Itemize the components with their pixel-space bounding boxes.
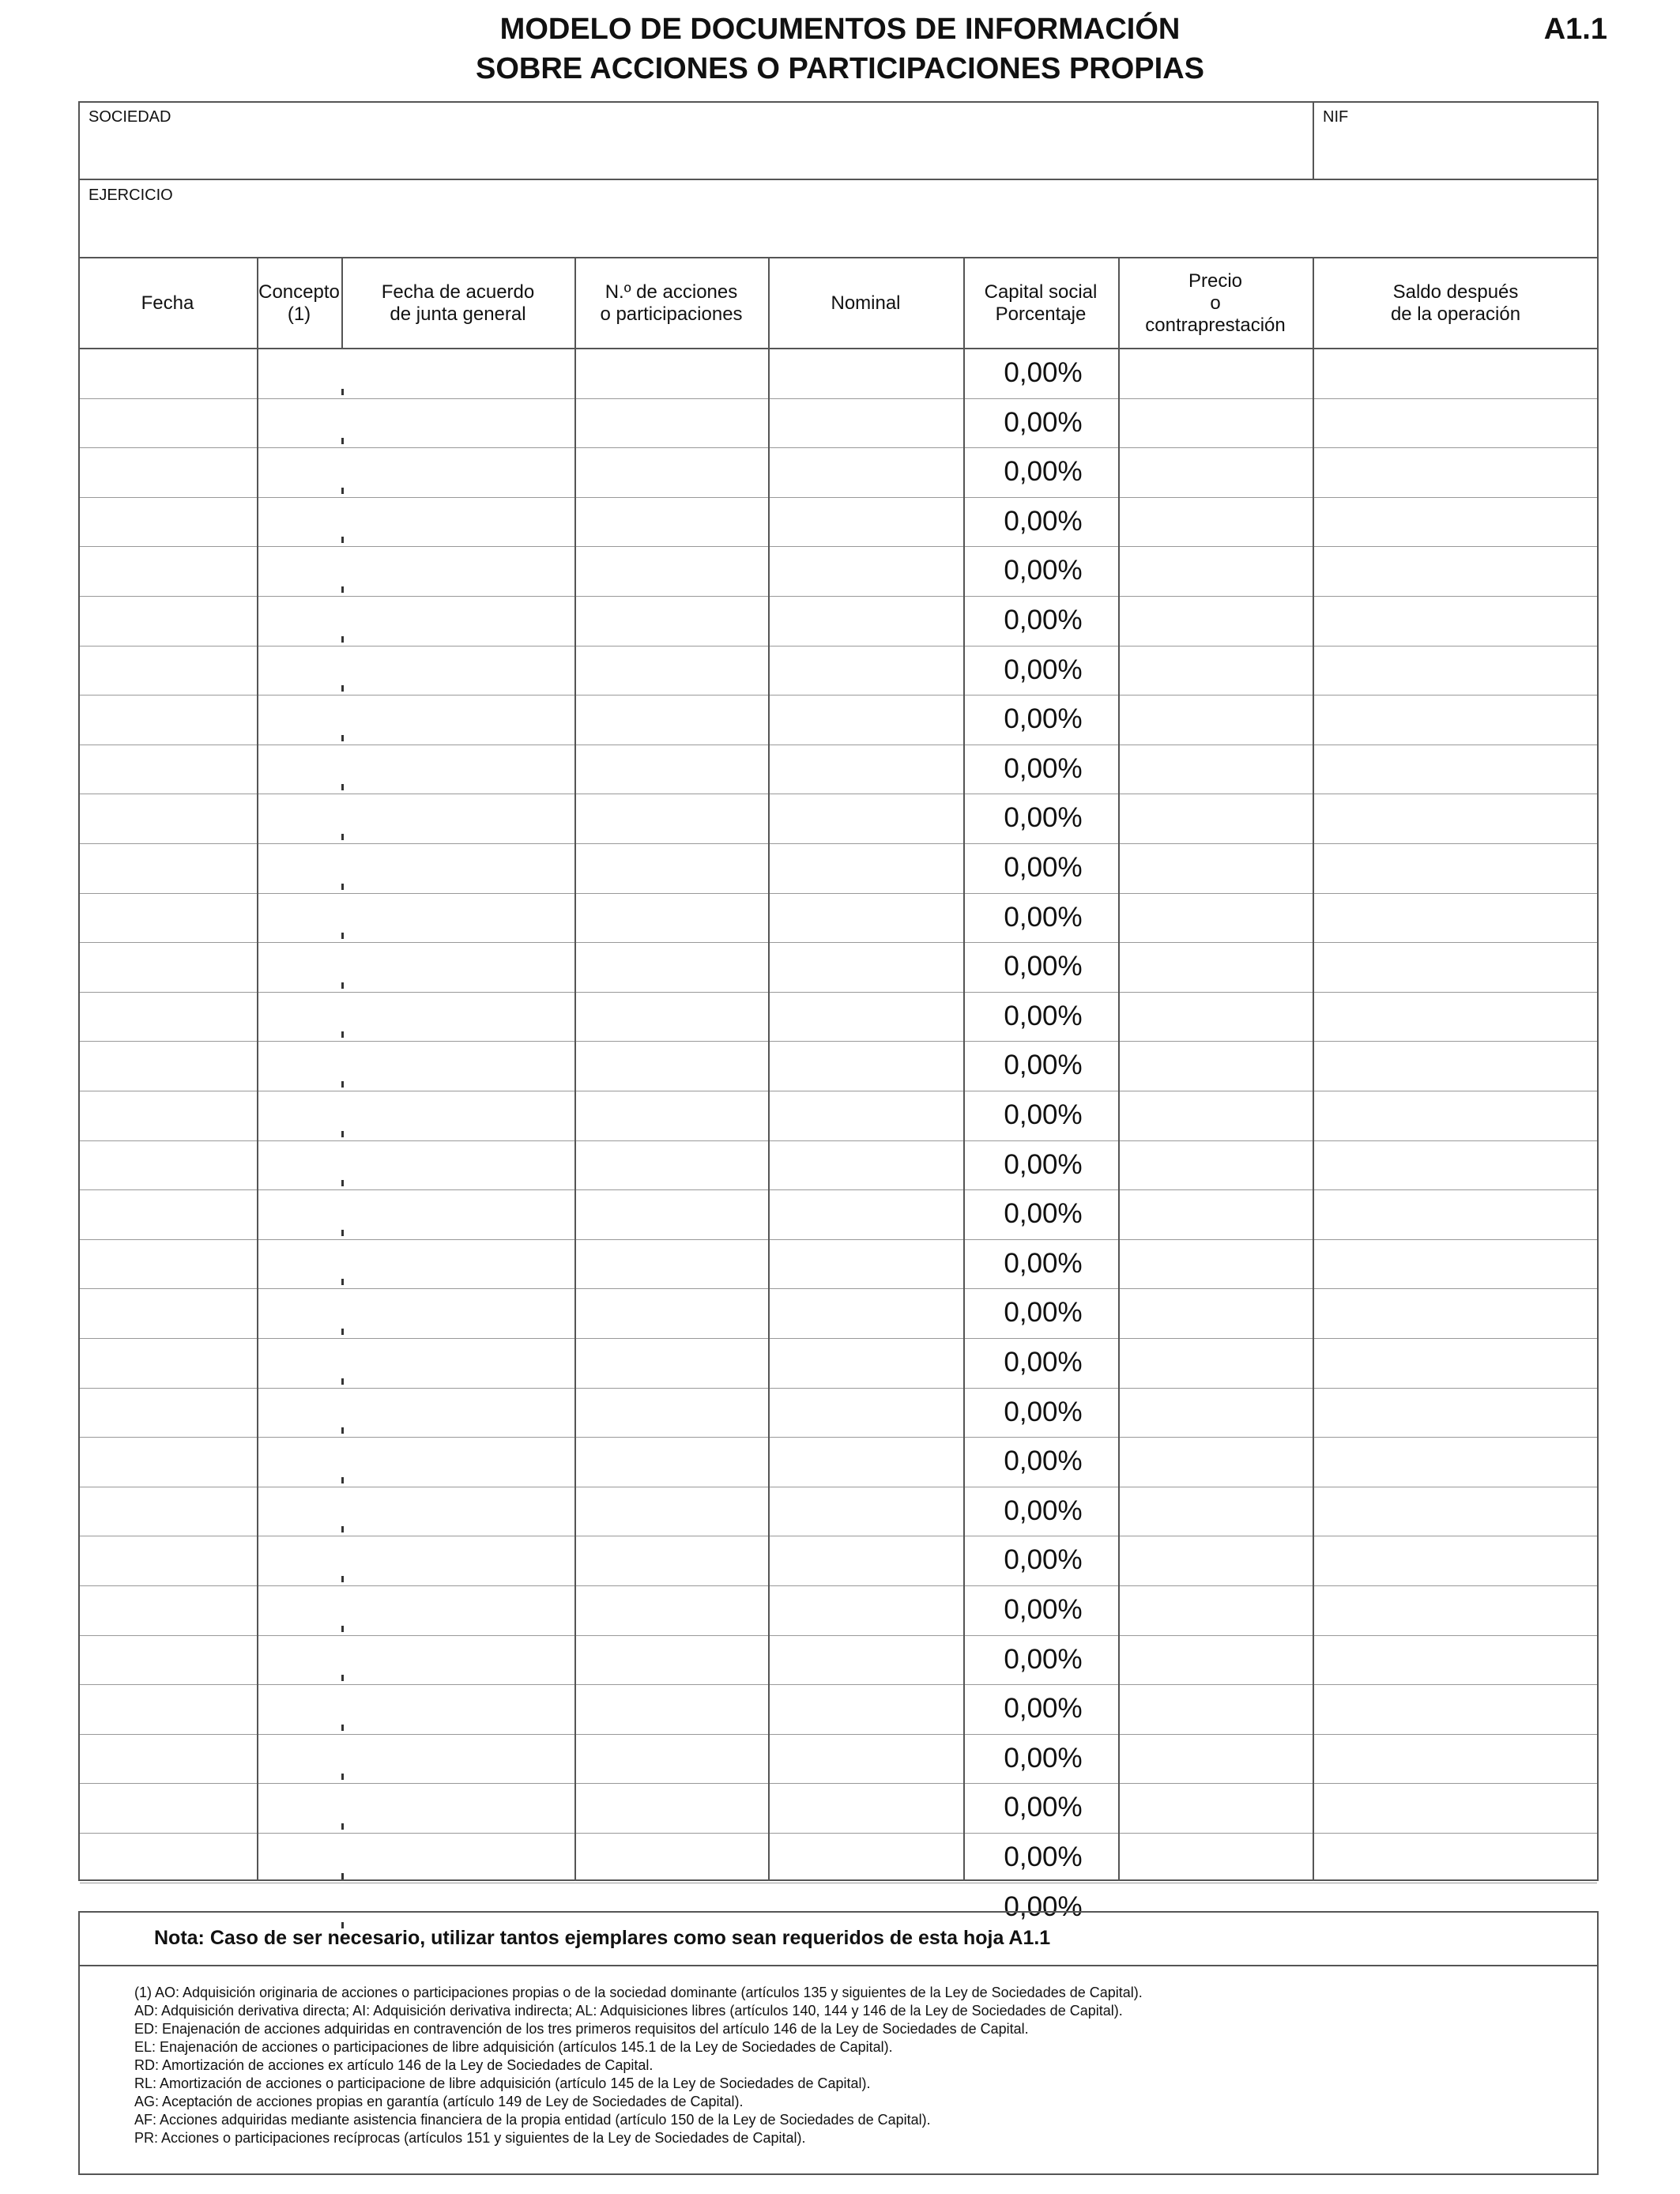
- row-divider: [80, 1288, 1597, 1289]
- capital-percentage[interactable]: 0,00%: [1004, 1149, 1083, 1180]
- column-line: [574, 257, 576, 1880]
- row-divider: [80, 546, 1597, 547]
- column-header-text: [258, 281, 340, 326]
- tick-mark: [341, 1329, 344, 1335]
- tick-mark: [341, 1675, 344, 1681]
- form-frame: [78, 101, 1599, 1881]
- tick-mark: [341, 1774, 344, 1780]
- column-header-line: N.º de acciones: [605, 281, 738, 303]
- column-header-text: [831, 292, 900, 315]
- column-header-line: Fecha: [141, 292, 194, 314]
- capital-percentage[interactable]: 0,00%: [1004, 1743, 1083, 1774]
- tick-mark: [341, 389, 344, 395]
- footnote-line: AF: Acciones adquiridas mediante asistencia financiera de la propia entidad (artículo 150 de la Ley de Sociedades de Capital).: [134, 2112, 931, 2128]
- row-divider: [80, 1585, 1597, 1586]
- row-divider: [80, 1041, 1597, 1042]
- row-divider: [80, 497, 1597, 498]
- footnote-line: RL: Amortización de acciones o participacione de libre adquisición (artículo 145 de la Ley de Sociedades de Capital).: [134, 2075, 871, 2091]
- column-header-line: de junta general: [390, 303, 526, 325]
- column-line: [341, 257, 343, 349]
- footnote-line: ED: Enajenación de acciones adquiridas en contravención de los tres primeros requisitos del artículo 146 de la Ley de Sociedades de Capital.: [134, 2021, 1029, 2037]
- tick-mark: [341, 933, 344, 939]
- column-header-text: [1145, 270, 1285, 337]
- title-line-1: MODELO DE DOCUMENTOS DE INFORMACIÓN: [499, 13, 1181, 46]
- row-divider: [80, 942, 1597, 943]
- row-divider: [80, 596, 1597, 597]
- tick-mark: [341, 1279, 344, 1285]
- column-header: [78, 258, 257, 349]
- column-header-line: Capital social: [984, 281, 1098, 303]
- capital-percentage[interactable]: 0,00%: [1004, 506, 1083, 537]
- capital-percentage[interactable]: 0,00%: [1004, 357, 1083, 388]
- capital-percentage[interactable]: 0,00%: [1004, 1198, 1083, 1229]
- tick-mark: [341, 1230, 344, 1236]
- capital-percentage[interactable]: 0,00%: [1004, 1001, 1083, 1031]
- row-divider: [80, 1338, 1597, 1339]
- column-header-text: [382, 281, 534, 326]
- column-header: [257, 258, 341, 349]
- row-divider: [80, 447, 1597, 448]
- tick-mark: [341, 1526, 344, 1532]
- column-header: [574, 258, 768, 349]
- column-header-text: [1391, 281, 1520, 326]
- column-line: [963, 257, 965, 1880]
- form-code: A1.1: [1543, 13, 1607, 46]
- capital-percentage[interactable]: 0,00%: [1004, 1594, 1083, 1625]
- tick-mark: [341, 488, 344, 494]
- tick-mark: [341, 834, 344, 840]
- capital-percentage[interactable]: 0,00%: [1004, 1644, 1083, 1675]
- row-divider: [80, 893, 1597, 894]
- capital-percentage[interactable]: 0,00%: [1004, 802, 1083, 833]
- tick-mark: [341, 1180, 344, 1186]
- tick-mark: [341, 735, 344, 741]
- capital-percentage[interactable]: 0,00%: [1004, 1347, 1083, 1378]
- capital-percentage[interactable]: 0,00%: [1004, 1544, 1083, 1575]
- tick-mark: [341, 1873, 344, 1879]
- sociedad-label: SOCIEDAD: [89, 108, 171, 126]
- column-header-line: contraprestación: [1145, 315, 1286, 336]
- tick-mark: [341, 1081, 344, 1088]
- tick-mark: [341, 1823, 344, 1830]
- header-bottom-line: [78, 348, 1599, 349]
- column-header: [963, 258, 1118, 349]
- tick-mark: [341, 1427, 344, 1434]
- capital-percentage[interactable]: 0,00%: [1004, 605, 1083, 635]
- column-header-line: Concepto: [258, 281, 340, 303]
- ejercicio-label: EJERCICIO: [89, 187, 173, 204]
- capital-percentage[interactable]: 0,00%: [1004, 902, 1083, 933]
- tick-mark: [341, 1576, 344, 1582]
- capital-percentage[interactable]: 0,00%: [1004, 753, 1083, 784]
- row-divider: [80, 1684, 1597, 1685]
- tick-mark: [341, 1131, 344, 1137]
- capital-percentage[interactable]: 0,00%: [1004, 555, 1083, 586]
- row-divider: [80, 695, 1597, 696]
- column-header-text: [141, 292, 194, 315]
- row-divider: [80, 992, 1597, 993]
- capital-percentage[interactable]: 0,00%: [1004, 1397, 1083, 1427]
- footnote-line: AG: Aceptación de acciones propias en garantía (artículo 149 de Ley de Sociedades de Capital).: [134, 2094, 744, 2109]
- row-divider: [80, 1239, 1597, 1240]
- row-divider: [80, 1388, 1597, 1389]
- tick-mark: [341, 1031, 344, 1038]
- capital-percentage[interactable]: 0,00%: [1004, 654, 1083, 685]
- row-divider: [80, 1833, 1597, 1834]
- ejercicio-field[interactable]: [80, 207, 1597, 256]
- footnote-line: (1) AO: Adquisición originaria de acciones o participaciones propias o de la sociedad dominante (artículos 135 y siguientes de la Ley de Sociedades de Capital).: [134, 1985, 1143, 2000]
- tick-mark: [341, 1725, 344, 1731]
- column-header-line: Fecha de acuerdo: [381, 281, 535, 303]
- capital-percentage[interactable]: 0,00%: [1004, 1099, 1083, 1130]
- column-header-line: Precio: [1188, 270, 1243, 292]
- column-header-line: Porcentaje: [995, 303, 1087, 325]
- column-header-text: [600, 281, 742, 326]
- sociedad-field[interactable]: [80, 130, 1311, 177]
- capital-percentage[interactable]: 0,00%: [1004, 456, 1083, 487]
- capital-percentage[interactable]: 0,00%: [1004, 1050, 1083, 1080]
- row-divider: [80, 398, 1597, 399]
- row-divider: [80, 1635, 1597, 1636]
- column-header-line: de la operación: [1390, 303, 1521, 325]
- capital-percentage[interactable]: 0,00%: [1004, 1248, 1083, 1279]
- column-header: [1118, 258, 1313, 349]
- capital-percentage[interactable]: 0,00%: [1004, 1297, 1083, 1328]
- column-header-line: Nominal: [831, 292, 901, 314]
- capital-percentage[interactable]: 0,00%: [1004, 1495, 1083, 1526]
- footnote-line: AD: Adquisición derivativa directa; AI: Adquisición derivativa indirecta; AL: Adquisiciones libres (artículos 140, 144 y 146 de la Ley de Sociedades de Capital).: [134, 2003, 1123, 2019]
- tick-mark: [341, 1626, 344, 1632]
- row-divider: [80, 646, 1597, 647]
- tick-mark: [341, 784, 344, 790]
- capital-percentage[interactable]: 0,00%: [1004, 703, 1083, 734]
- column-line: [257, 257, 258, 1880]
- column-line: [1313, 257, 1314, 1880]
- footnote-line: PR: Acciones o participaciones recíprocas (artículos 151 y siguientes de la Ley de Sociedades de Capital).: [134, 2130, 806, 2146]
- tick-mark: [341, 884, 344, 890]
- column-header-line: o participaciones: [600, 303, 743, 325]
- column-line: [768, 257, 770, 1880]
- footnote-line: RD: Amortización de acciones ex artículo 146 de la Ley de Sociedades de Capital.: [134, 2057, 654, 2073]
- row-divider: [80, 1783, 1597, 1784]
- nif-label: NIF: [1323, 108, 1349, 126]
- row-divider: [80, 1189, 1597, 1190]
- column-header: [341, 258, 574, 349]
- capital-percentage[interactable]: 0,00%: [1004, 1446, 1083, 1476]
- tick-mark: [341, 685, 344, 692]
- column-header: [1313, 258, 1599, 349]
- row-divider: [80, 843, 1597, 844]
- tick-mark: [341, 636, 344, 643]
- footnotes: [134, 1984, 1143, 2147]
- capital-percentage[interactable]: 0,00%: [1004, 1891, 1083, 1922]
- tick-mark: [341, 438, 344, 444]
- column-header-text: [985, 281, 1098, 326]
- form-title: [0, 9, 1680, 85]
- capital-percentage[interactable]: 0,00%: [1004, 852, 1083, 883]
- footnote-line: EL: Enajenación de acciones o participaciones de libre adquisición (artículos 145.1 de la Ley de Sociedades de Capital).: [134, 2039, 893, 2055]
- column-header-line: Saldo después: [1392, 281, 1519, 303]
- column-header-line: (1): [287, 303, 311, 325]
- nif-field[interactable]: [1314, 130, 1597, 177]
- note-text: Nota: Caso de ser necesario, utilizar tantos ejemplares como sean requeridos de esta hoja A1.1: [154, 1927, 1051, 1949]
- capital-percentage[interactable]: 0,00%: [1004, 1842, 1083, 1872]
- row-divider: [80, 1734, 1597, 1735]
- capital-percentage[interactable]: 0,00%: [1004, 1792, 1083, 1823]
- capital-percentage[interactable]: 0,00%: [1004, 407, 1083, 438]
- tick-mark: [341, 537, 344, 543]
- column-line: [1118, 257, 1120, 1880]
- row-divider: [80, 1437, 1597, 1438]
- divider: [78, 179, 1599, 180]
- column-header: [768, 258, 963, 349]
- tick-mark: [341, 982, 344, 989]
- tick-mark: [341, 586, 344, 593]
- tick-mark: [341, 1378, 344, 1385]
- row-divider: [80, 1140, 1597, 1141]
- capital-percentage[interactable]: 0,00%: [1004, 951, 1083, 982]
- column-header-line: o: [1210, 292, 1221, 314]
- tick-mark: [341, 1477, 344, 1483]
- divider: [78, 1965, 1599, 1966]
- capital-percentage[interactable]: 0,00%: [1004, 1693, 1083, 1724]
- title-line-2: SOBRE ACCIONES O PARTICIPACIONES PROPIAS: [476, 52, 1204, 85]
